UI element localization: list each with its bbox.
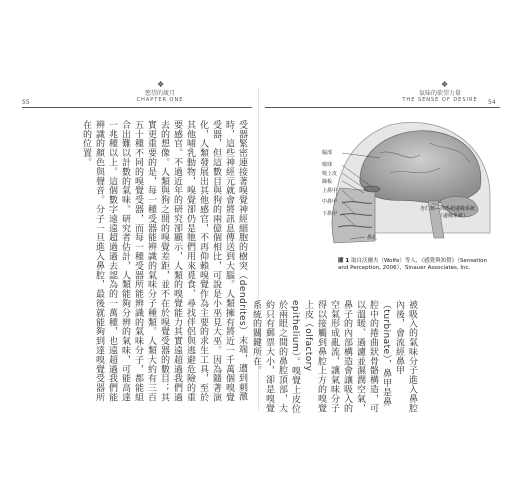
left-page-body: 受器緊密連接著嗅覺神經細胞的樹突（dendrites）末端，遭到刺激時，這些神經元就會將訊息傳送到大腦。人類擁有將近一千萬個嗅覺受器，但這數目與狗的兩億個相比，可說是小巫見大巫。因為隨著演化，人類發展出其他感官，不再仰賴嗅覺作為主要的求生工具，至於其他哺乳動物，嗅覺卻仍是牠們用來覓食、尋找伴侶與逃避危險的重要感官。不過近年的研究卻顯示，人類的嗅覺能力其實遠超過我們過去的想像。人類與狗之間的嗅覺差距，並不在於嗅覺受器的數目；其實更重要的是，每一種受器能辨識的氣味分子種類。人類大約有三百五十種不同的嗅覺受器，而每一種受器所能辨識的氣味分子，都能組合出難以計數的氣味。研究者估計，人類能夠分辨的氣味，可能高達一兆種以上。這個數字遠遠超過過去認為的一萬種，也遠超過我們能辨識的顏色與聲音。分子一旦進入鼻腔，最後就能夠到達嗅覺受器所在的位置。 [81,120,247,402]
figure-label-limbic-system: 杏仁核—海馬迴邊緣系統 [420,206,476,212]
figure-label-olfactory-epithelium: 嗅上皮 [322,171,338,177]
figure-caption-text: 取自沃爾夫（Wolfe）等人，《感覺與知覺》（Sensation and Perception, 2006），Sinauer Associates, Inc. [338,258,487,271]
right-page-number: 54 [488,99,496,106]
brain-figure [320,113,495,261]
figure-label-middle-turbinate: 中鼻甲 [322,199,338,205]
left-header-rule [22,107,252,108]
right-page-body: 被吸入的氣味分子進入鼻腔內後，會流經鼻甲（turbinate），鼻甲是鼻腔中的捲曲狀骨骼構造，可以溫暖、過濾並濕潤空氣，鼻子的內部構造會讓吸入的空氣形成亂流，讓氣味分子得以接觸到鼻腔上方的嗅覺上皮（olfactory epithelium）。嗅覺上皮位於兩眼之間的鼻腔頂部，大約只有郵票大小，卻是嗅覺系統的關鍵所在。 [251,300,417,414]
header-ornament-right: ❖ [441,80,449,89]
right-header-rule [265,107,500,108]
figure-label-superior-turbinate: 上鼻甲 [322,188,338,194]
figure-label-olfactory-bulb: 嗅球 [322,162,333,168]
figure-label-brain: 腦部 [322,150,333,156]
left-header-subtitle: CHAPTER ONE [136,97,184,104]
header-ornament-left: ❖ [157,80,165,89]
figure-caption [338,258,498,272]
left-page-number: 55 [22,99,30,106]
figure-caption-number: 圖 1 [338,258,350,264]
left-header-title: 慾望的歲月 [144,90,175,97]
brain-cross-section-illustration [320,113,495,261]
figure-label-cribriform-plate: 篩板 [322,179,333,185]
right-header-title: 氣味的欲望力量 [418,90,461,97]
figure-label-nostril: 鼻孔 [367,235,378,241]
figure-label-inferior-turbinate: 下鼻甲 [322,211,338,217]
right-page-header [395,90,485,103]
figure-label-limbic-note: （邊緣系統） [438,213,469,219]
left-page-header [120,90,200,103]
right-header-subtitle: THE SENSE OF DESIRE [402,97,478,104]
